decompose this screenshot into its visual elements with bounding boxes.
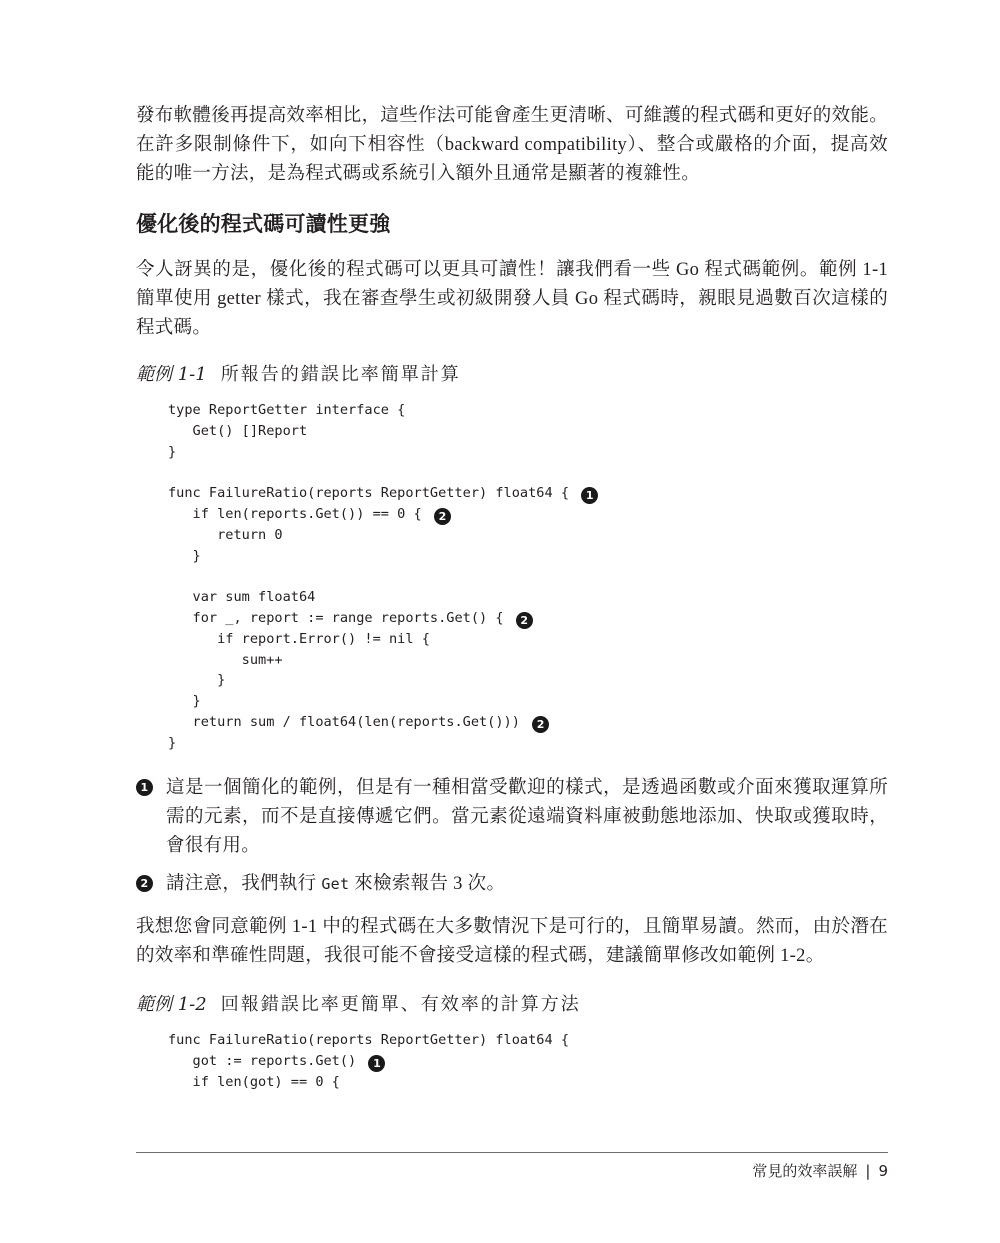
code-text: for _, report := range reports.Get() { [168, 609, 504, 626]
callout-note-1-text: 這是一個簡化的範例，但是有一種相當受歡迎的樣式，是透過函數或介面來獲取運算所需的元素，而不是直接傳遞它們。當元素從遠端資料庫被動態地添加、快取或獲取時，會很有用。 [166, 778, 888, 856]
code-line [168, 400, 598, 421]
footer-chapter-title: 常見的效率誤解 [752, 1162, 858, 1180]
section-heading: 優化後的程式碼可讀性更強 [136, 212, 391, 236]
code-text: } [168, 672, 226, 689]
code-text: } [168, 547, 201, 564]
code-text: if len(got) == 0 { [168, 1073, 340, 1090]
example-2-code [168, 1030, 569, 1092]
code-text: } [168, 443, 177, 460]
code-line [168, 712, 598, 733]
page-number: 9 [878, 1162, 888, 1180]
example-1-code [168, 400, 598, 754]
code-text: } [168, 734, 177, 751]
code-text: sum++ [168, 651, 283, 668]
callout-marker-icon: 2 [532, 716, 549, 733]
example-1-title: 所報告的錯誤比率簡單計算 [220, 364, 461, 385]
code-line [168, 566, 598, 587]
page-footer [752, 1160, 888, 1181]
code-text: if report.Error() != nil { [168, 630, 430, 647]
code-text: } [168, 693, 201, 710]
footer-separator: | [865, 1162, 871, 1180]
code-text: Get() []Report [168, 422, 308, 439]
code-line [168, 691, 598, 712]
code-text: type ReportGetter interface { [168, 402, 406, 418]
callout-marker-icon: 2 [516, 612, 533, 629]
code-line [168, 525, 598, 546]
callout-marker-icon: 1 [581, 487, 598, 504]
note-2-inline-code: Get [321, 875, 350, 893]
note-2-text-before: 請注意，我們執行 [166, 874, 322, 894]
callout-marker-2-icon: 2 [136, 875, 153, 892]
code-line [168, 442, 598, 463]
code-text: return sum / float64(len(reports.Get())) [168, 713, 520, 730]
example-2-number: 範例 1-2 [136, 994, 207, 1015]
code-line [168, 733, 598, 754]
callout-note-1 [136, 774, 888, 861]
callout-marker-1-icon: 1 [136, 779, 153, 796]
code-text: var sum float64 [168, 589, 316, 606]
code-line [168, 546, 598, 567]
callout-marker-icon: 1 [368, 1055, 385, 1072]
code-text: func FailureRatio(reports ReportGetter) float64 { [168, 485, 570, 502]
callout-note-2-text [166, 870, 888, 899]
code-text: func FailureRatio(reports ReportGetter) float64 { [168, 1032, 570, 1048]
code-line [168, 1030, 569, 1051]
code-text: return 0 [168, 526, 283, 543]
callout-marker-icon: 2 [434, 508, 451, 525]
footer-divider [136, 1152, 888, 1153]
intro-paragraph: 發布軟體後再提高效率相比，這些作法可能會產生更清晰、可維護的程式碼和更好的效能。在許多限制條件下，如向下相容性（backward compatibility）、整合或嚴格的介面，提高效能的唯一方法，是為程式碼或系統引入額外且通常是顯著的複雜性。 [136, 106, 889, 184]
callout-note-2 [136, 870, 888, 899]
code-line [168, 650, 598, 671]
code-line [168, 670, 598, 691]
example-1-caption [136, 360, 461, 386]
example-1-number: 範例 1-1 [136, 364, 207, 385]
code-line [168, 483, 598, 504]
example-2-title: 回報錯誤比率更簡單、有效率的計算方法 [220, 994, 581, 1015]
readability-paragraph: 令人訝異的是，優化後的程式碼可以更具可讀性！讓我們看一些 Go 程式碼範例。範例 1-1 簡單使用 getter 樣式，我在審查學生或初級開發人員 Go 程式碼時，親眼見過數百次這樣的程式碼。 [136, 260, 888, 338]
note-2-text-after: 來檢索報告 3 次。 [349, 874, 506, 894]
code-line [168, 1051, 569, 1072]
code-line [168, 629, 598, 650]
code-line [168, 608, 598, 629]
code-line [168, 587, 598, 608]
code-line [168, 421, 598, 442]
code-text: got := reports.Get() [168, 1052, 357, 1069]
code-line [168, 1072, 569, 1093]
code-line [168, 462, 598, 483]
code-line [168, 504, 598, 525]
agree-paragraph: 我想您會同意範例 1-1 中的程式碼在大多數情況下是可行的，且簡單易讀。然而，由於潛在的效率和準確性問題，我很可能不會接受這樣的程式碼，建議簡單修改如範例 1-2。 [136, 917, 888, 966]
code-text: if len(reports.Get()) == 0 { [168, 505, 422, 522]
example-2-caption [136, 990, 581, 1016]
